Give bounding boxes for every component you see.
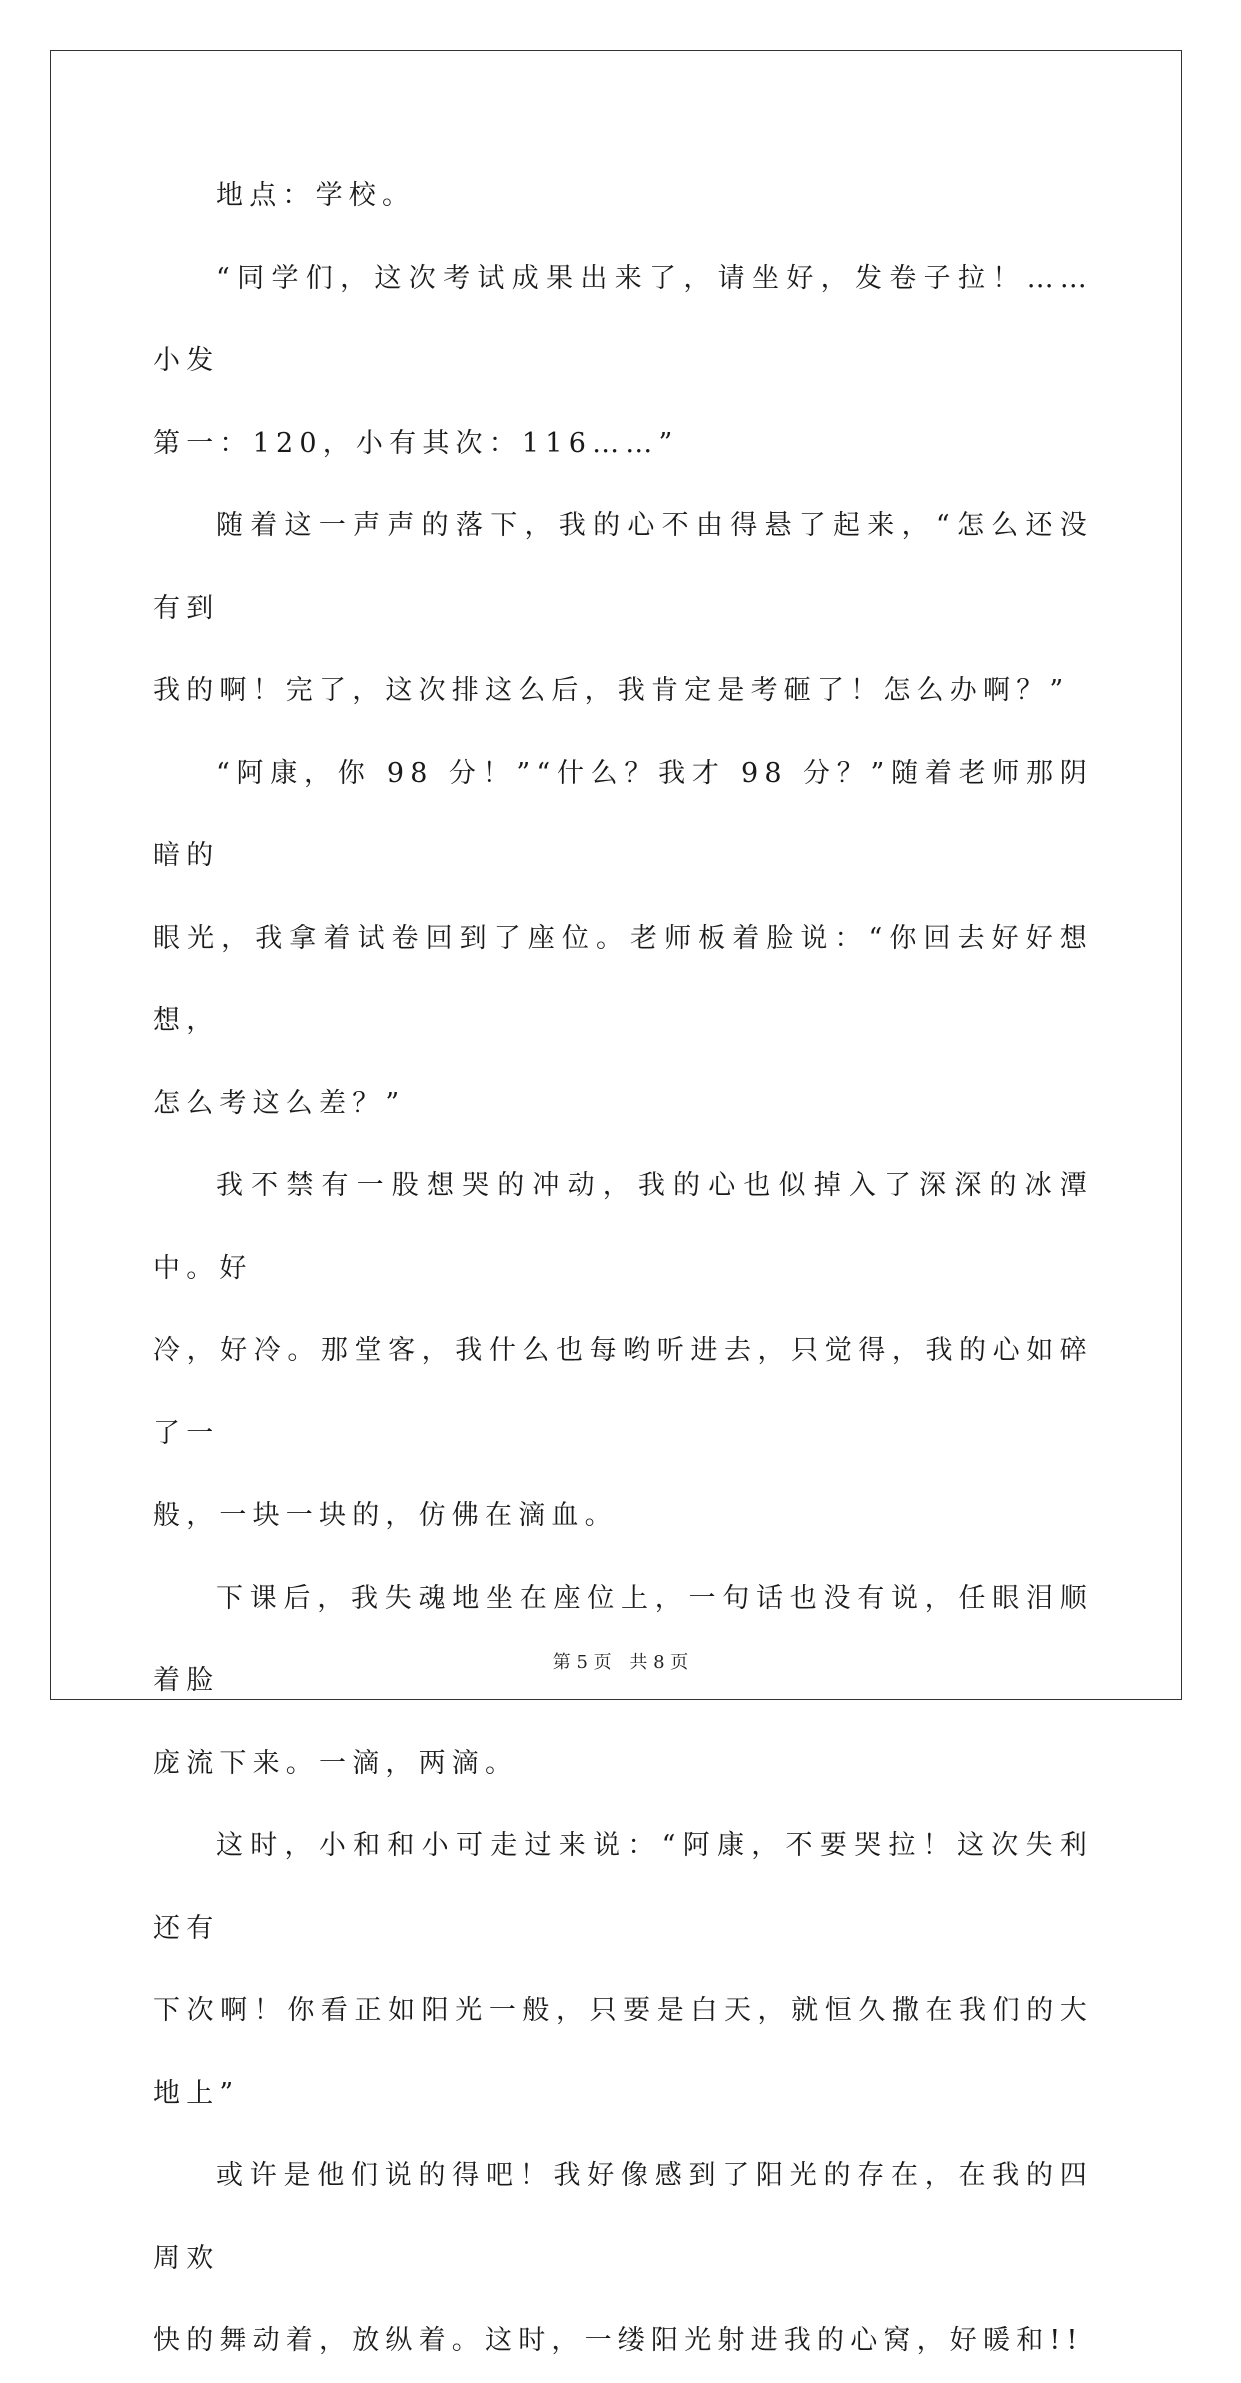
paragraph-sunshine: [153, 2135, 1093, 2383]
text-line: 般，一块一块的，仿佛在滴血。: [153, 1500, 618, 1531]
text-line: 我不禁有一股想哭的冲动，我的心也似掉入了深深的冰潭中。好: [153, 1170, 1093, 1284]
text-line: 地点：学校。: [216, 180, 416, 211]
text-line: 下课后，我失魂地坐在座位上，一句话也没有说，任眼泪顺着脸: [153, 1582, 1093, 1696]
paragraph-teacher-announcement: [153, 238, 1093, 486]
text-line: “同学们，这次考试成果出来了，请坐好，发卷子拉！……小发: [153, 262, 1093, 376]
text-line: 随着这一声声的落下，我的心不由得悬了起来，“怎么还没有到: [153, 510, 1093, 624]
text-line: 我的啊！完了，这次排这么后，我肯定是考砸了！怎么办啊？”: [153, 675, 1070, 706]
paragraph-sadness: [153, 1145, 1093, 1558]
paragraph-after-class: [153, 1558, 1093, 1806]
paragraph-anxiety: [153, 485, 1093, 733]
text-line: “阿康，你 98 分！”“什么？我才 98 分？”随着老师那阴暗的: [153, 757, 1093, 871]
text-line: 眼光，我拿着试卷回到了座位。老师板着脸说：“你回去好好想想，: [153, 922, 1093, 1036]
text-line: 冷，好冷。那堂客，我什么也每哟听进去，只觉得，我的心如碎了一: [153, 1335, 1093, 1449]
text-line: 或许是他们说的得吧！我好像感到了阳光的存在，在我的四周欢: [153, 2160, 1093, 2274]
text-line: 这时，小和和小可走过来说：“阿康，不要哭拉！这次失利还有: [153, 1830, 1093, 1944]
text-line: 怎么考这么差？”: [153, 1087, 406, 1119]
text-line: 下次啊！你看正如阳光一般，只要是白天，就恒久撒在我们的大地上”: [153, 1995, 1093, 2109]
paragraph-friends: [153, 1805, 1093, 2135]
page-number: 第 5 页: [552, 1652, 612, 1673]
text-line: 快的舞动着，放纵着。这时，一缕阳光射进我的心窝，好暖和!!: [153, 2325, 1084, 2356]
text-line: 第一：120，小有其次：116……”: [153, 427, 679, 459]
page-footer: [0, 1651, 1241, 1675]
document-body: [153, 155, 1093, 2383]
paragraph-score: [153, 733, 1093, 1146]
text-line: 庞流下来。一滴，两滴。: [153, 1747, 519, 1779]
paragraph-location: [153, 155, 1093, 238]
page-total: 共 8 页: [629, 1652, 689, 1673]
